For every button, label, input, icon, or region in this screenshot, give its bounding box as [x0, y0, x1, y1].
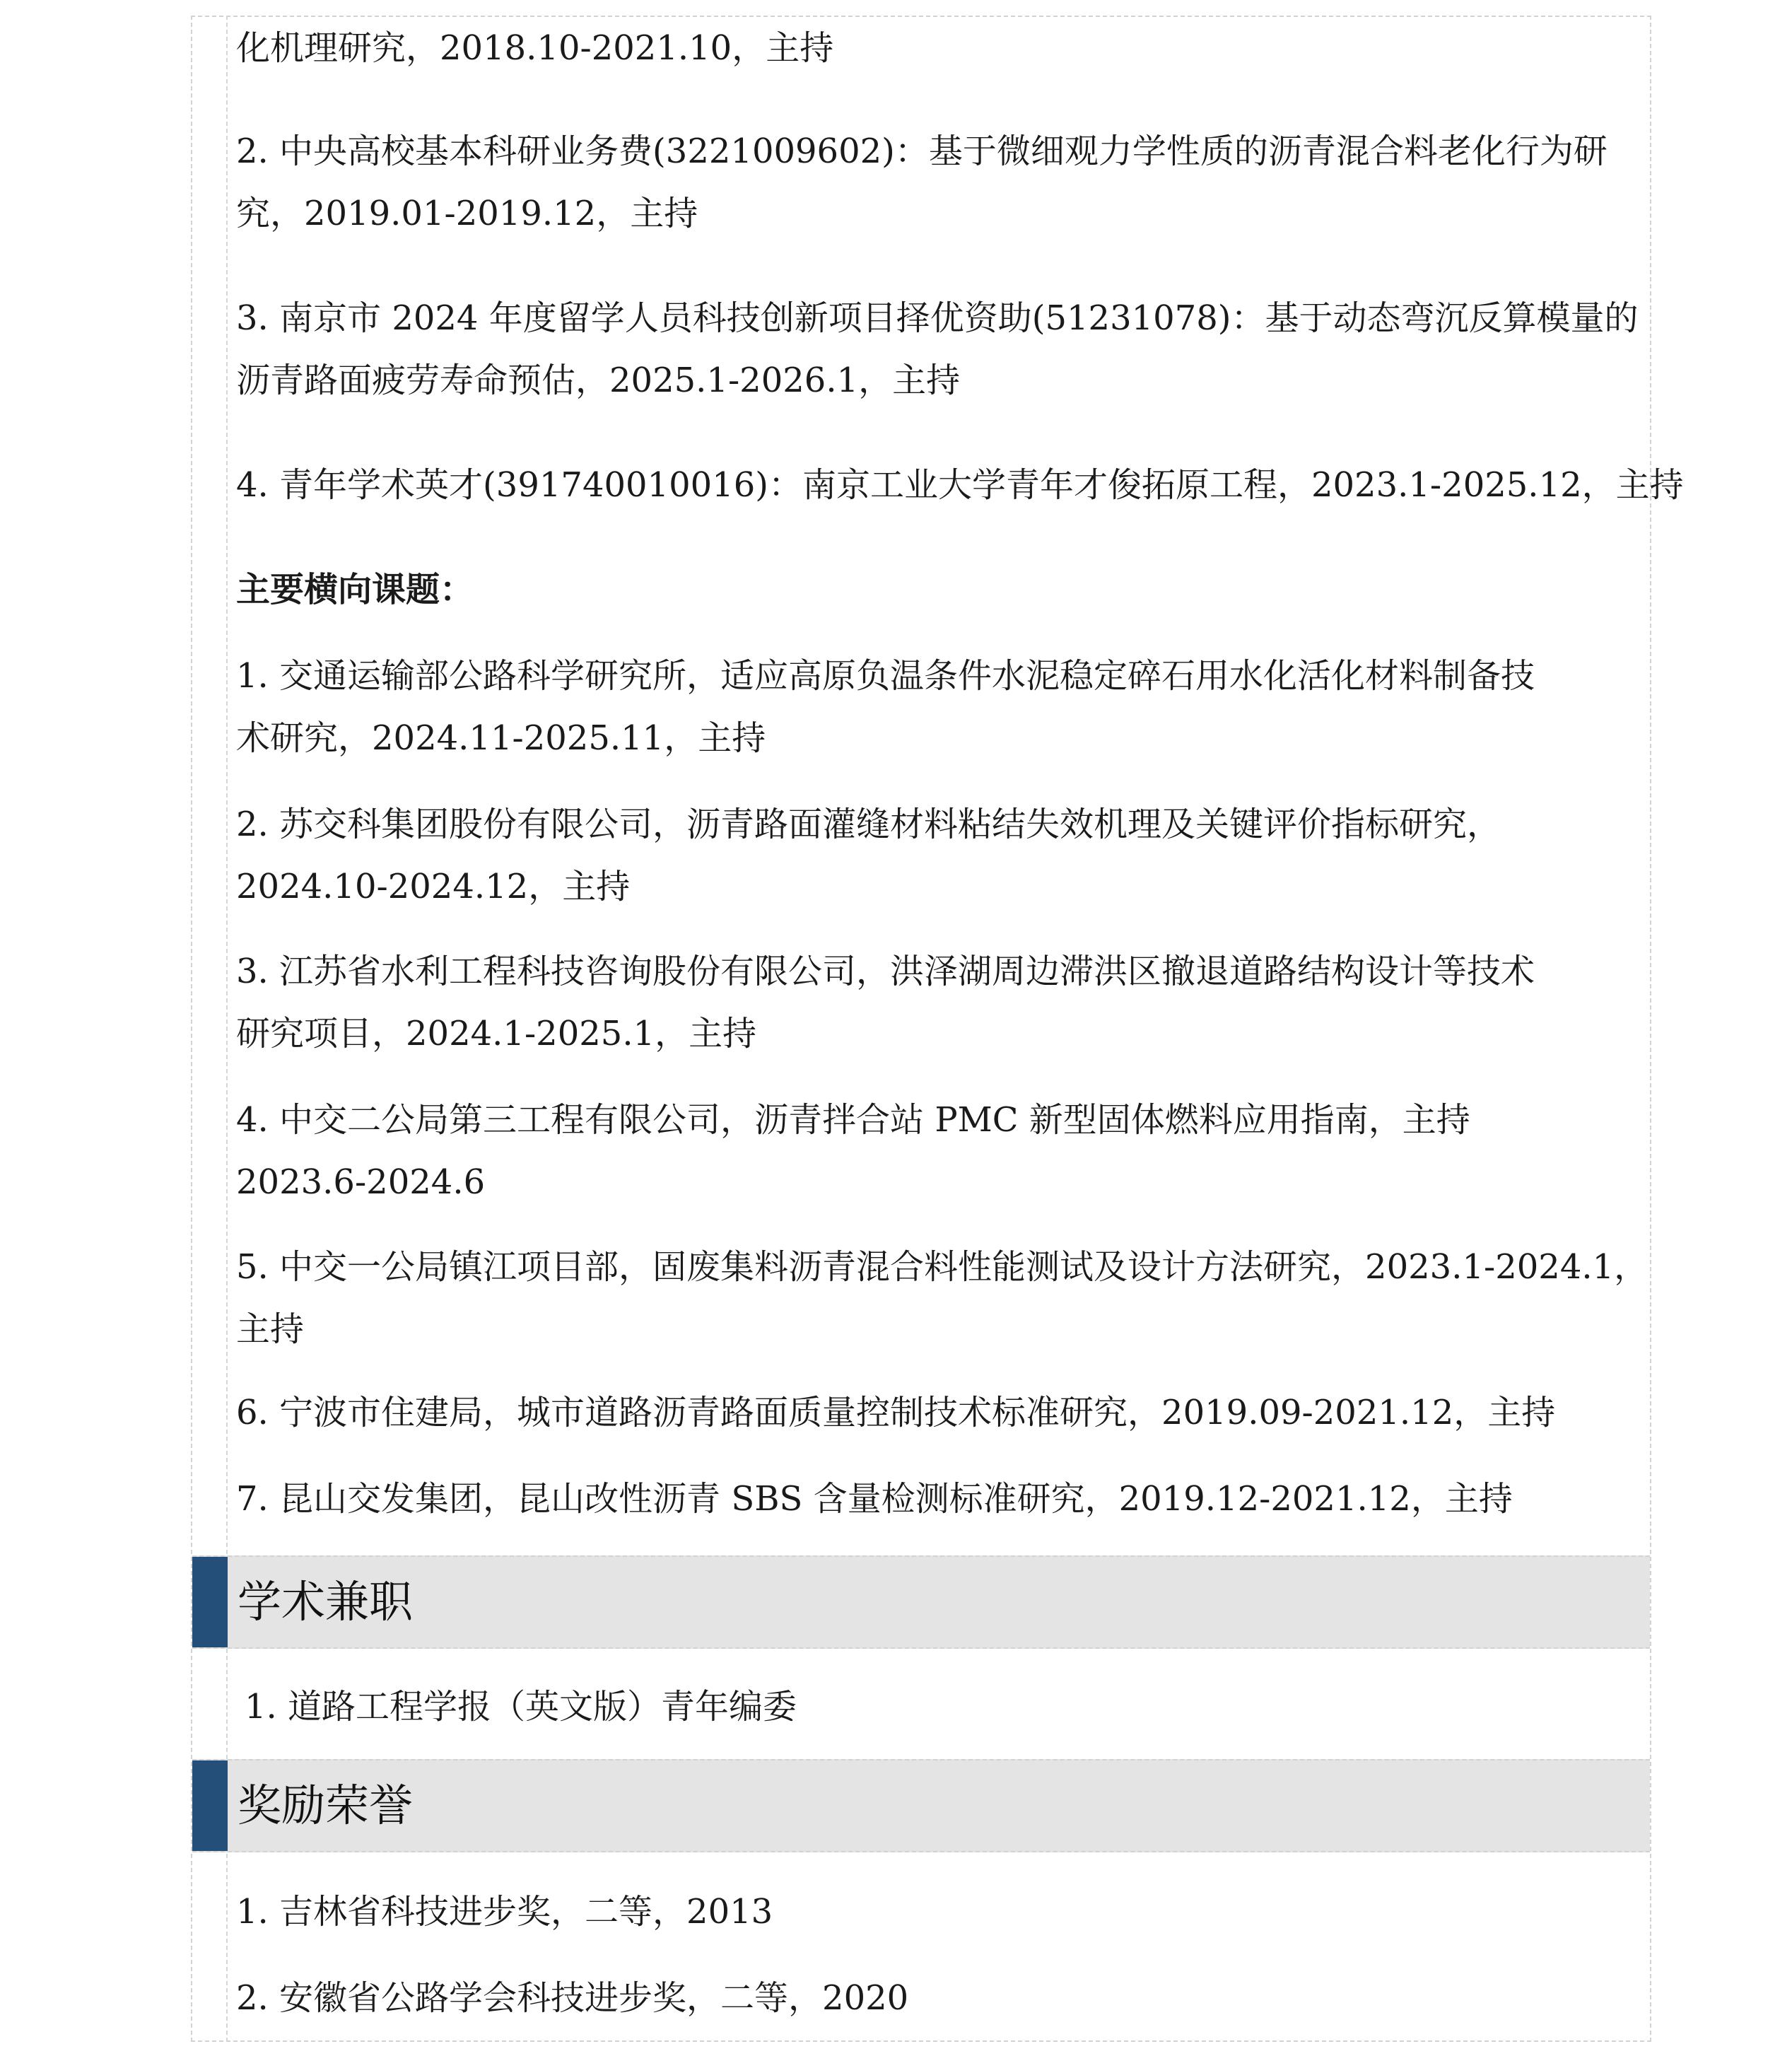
item-line: 2. 安徽省公路学会科技进步奖，二等，2020	[236, 1978, 909, 2018]
item-line: 2. 中央高校基本科研业务费(3221009602)：基于微细观力学性质的沥青混合料老化行为研	[236, 132, 1607, 171]
horizontal-project-item	[236, 793, 1643, 918]
item-line: 术研究，2024.11-2025.11，主持	[236, 718, 766, 758]
academic-post-item	[245, 1676, 1651, 1738]
item-line: 4. 青年学术英才(391740010016)：南京工业大学青年才俊拓原工程，2023.1-2025.12，主持	[236, 465, 1684, 505]
research-item	[236, 17, 1643, 79]
horizontal-project-item	[236, 1236, 1648, 1360]
inner-column-rule	[226, 16, 228, 2042]
section-title: 学术兼职	[238, 1576, 414, 1628]
section-accent-bar	[192, 1557, 228, 1647]
item-line: 1. 吉林省科技进步奖，二等，2013	[236, 1892, 773, 1932]
award-item	[236, 1881, 1643, 1943]
item-line: 6. 宁波市住建局，城市道路沥青路面质量控制技术标准研究，2019.09-2021.12，主持	[236, 1393, 1556, 1432]
item-line: 4. 中交二公局第三工程有限公司，沥青拌合站 PMC 新型固体燃料应用指南，主持	[236, 1100, 1470, 1140]
section-header-academic-posts	[192, 1555, 1650, 1649]
research-item	[236, 454, 1684, 516]
item-line: 2. 苏交科集团股份有限公司，沥青路面灌缝材料粘结失效机理及关键评价指标研究，	[236, 805, 1501, 844]
horizontal-project-item	[236, 1089, 1643, 1213]
item-line: 3. 江苏省水利工程科技咨询股份有限公司，洪泽湖周边滞洪区撤退道路结构设计等技术	[236, 952, 1535, 991]
research-item	[236, 287, 1643, 411]
item-line: 主持	[236, 1309, 305, 1349]
horizontal-project-item	[236, 1468, 1643, 1530]
award-item	[236, 1967, 1643, 2029]
section-header-awards	[192, 1759, 1650, 1852]
section-title: 奖励荣誉	[238, 1780, 414, 1831]
item-line: 2023.6-2024.6	[236, 1162, 486, 1202]
horizontal-project-item	[236, 645, 1643, 769]
horizontal-project-item	[236, 1382, 1643, 1444]
item-line: 沥青路面疲劳寿命预估，2025.1-2026.1，主持	[236, 361, 961, 400]
item-line: 5. 中交一公局镇江项目部，固废集料沥青混合料性能测试及设计方法研究，2023.1-2024.1，	[236, 1247, 1648, 1287]
section-accent-bar	[192, 1760, 228, 1851]
horizontal-projects-heading: 主要横向课题：	[236, 570, 474, 609]
item-line: 1. 交通运输部公路科学研究所，适应高原负温条件水泥稳定碎石用水化活化材料制备技	[236, 656, 1535, 696]
item-line: 究，2019.01-2019.12，主持	[236, 194, 698, 233]
horizontal-project-item	[236, 940, 1643, 1065]
item-line: 3. 南京市 2024 年度留学人员科技创新项目择优资助(51231078)：基于动态弯沉反算模量的	[236, 298, 1639, 338]
item-line: 1. 道路工程学报（英文版）青年编委	[245, 1687, 797, 1727]
item-line: 2024.10-2024.12，主持	[236, 867, 631, 906]
item-line: 化机理研究，2018.10-2021.10，主持	[236, 28, 834, 68]
item-line: 研究项目，2024.1-2025.1，主持	[236, 1014, 757, 1053]
research-item	[236, 120, 1643, 245]
item-line: 7. 昆山交发集团，昆山改性沥青 SBS 含量检测标准研究，2019.12-2021.12，主持	[236, 1479, 1513, 1519]
